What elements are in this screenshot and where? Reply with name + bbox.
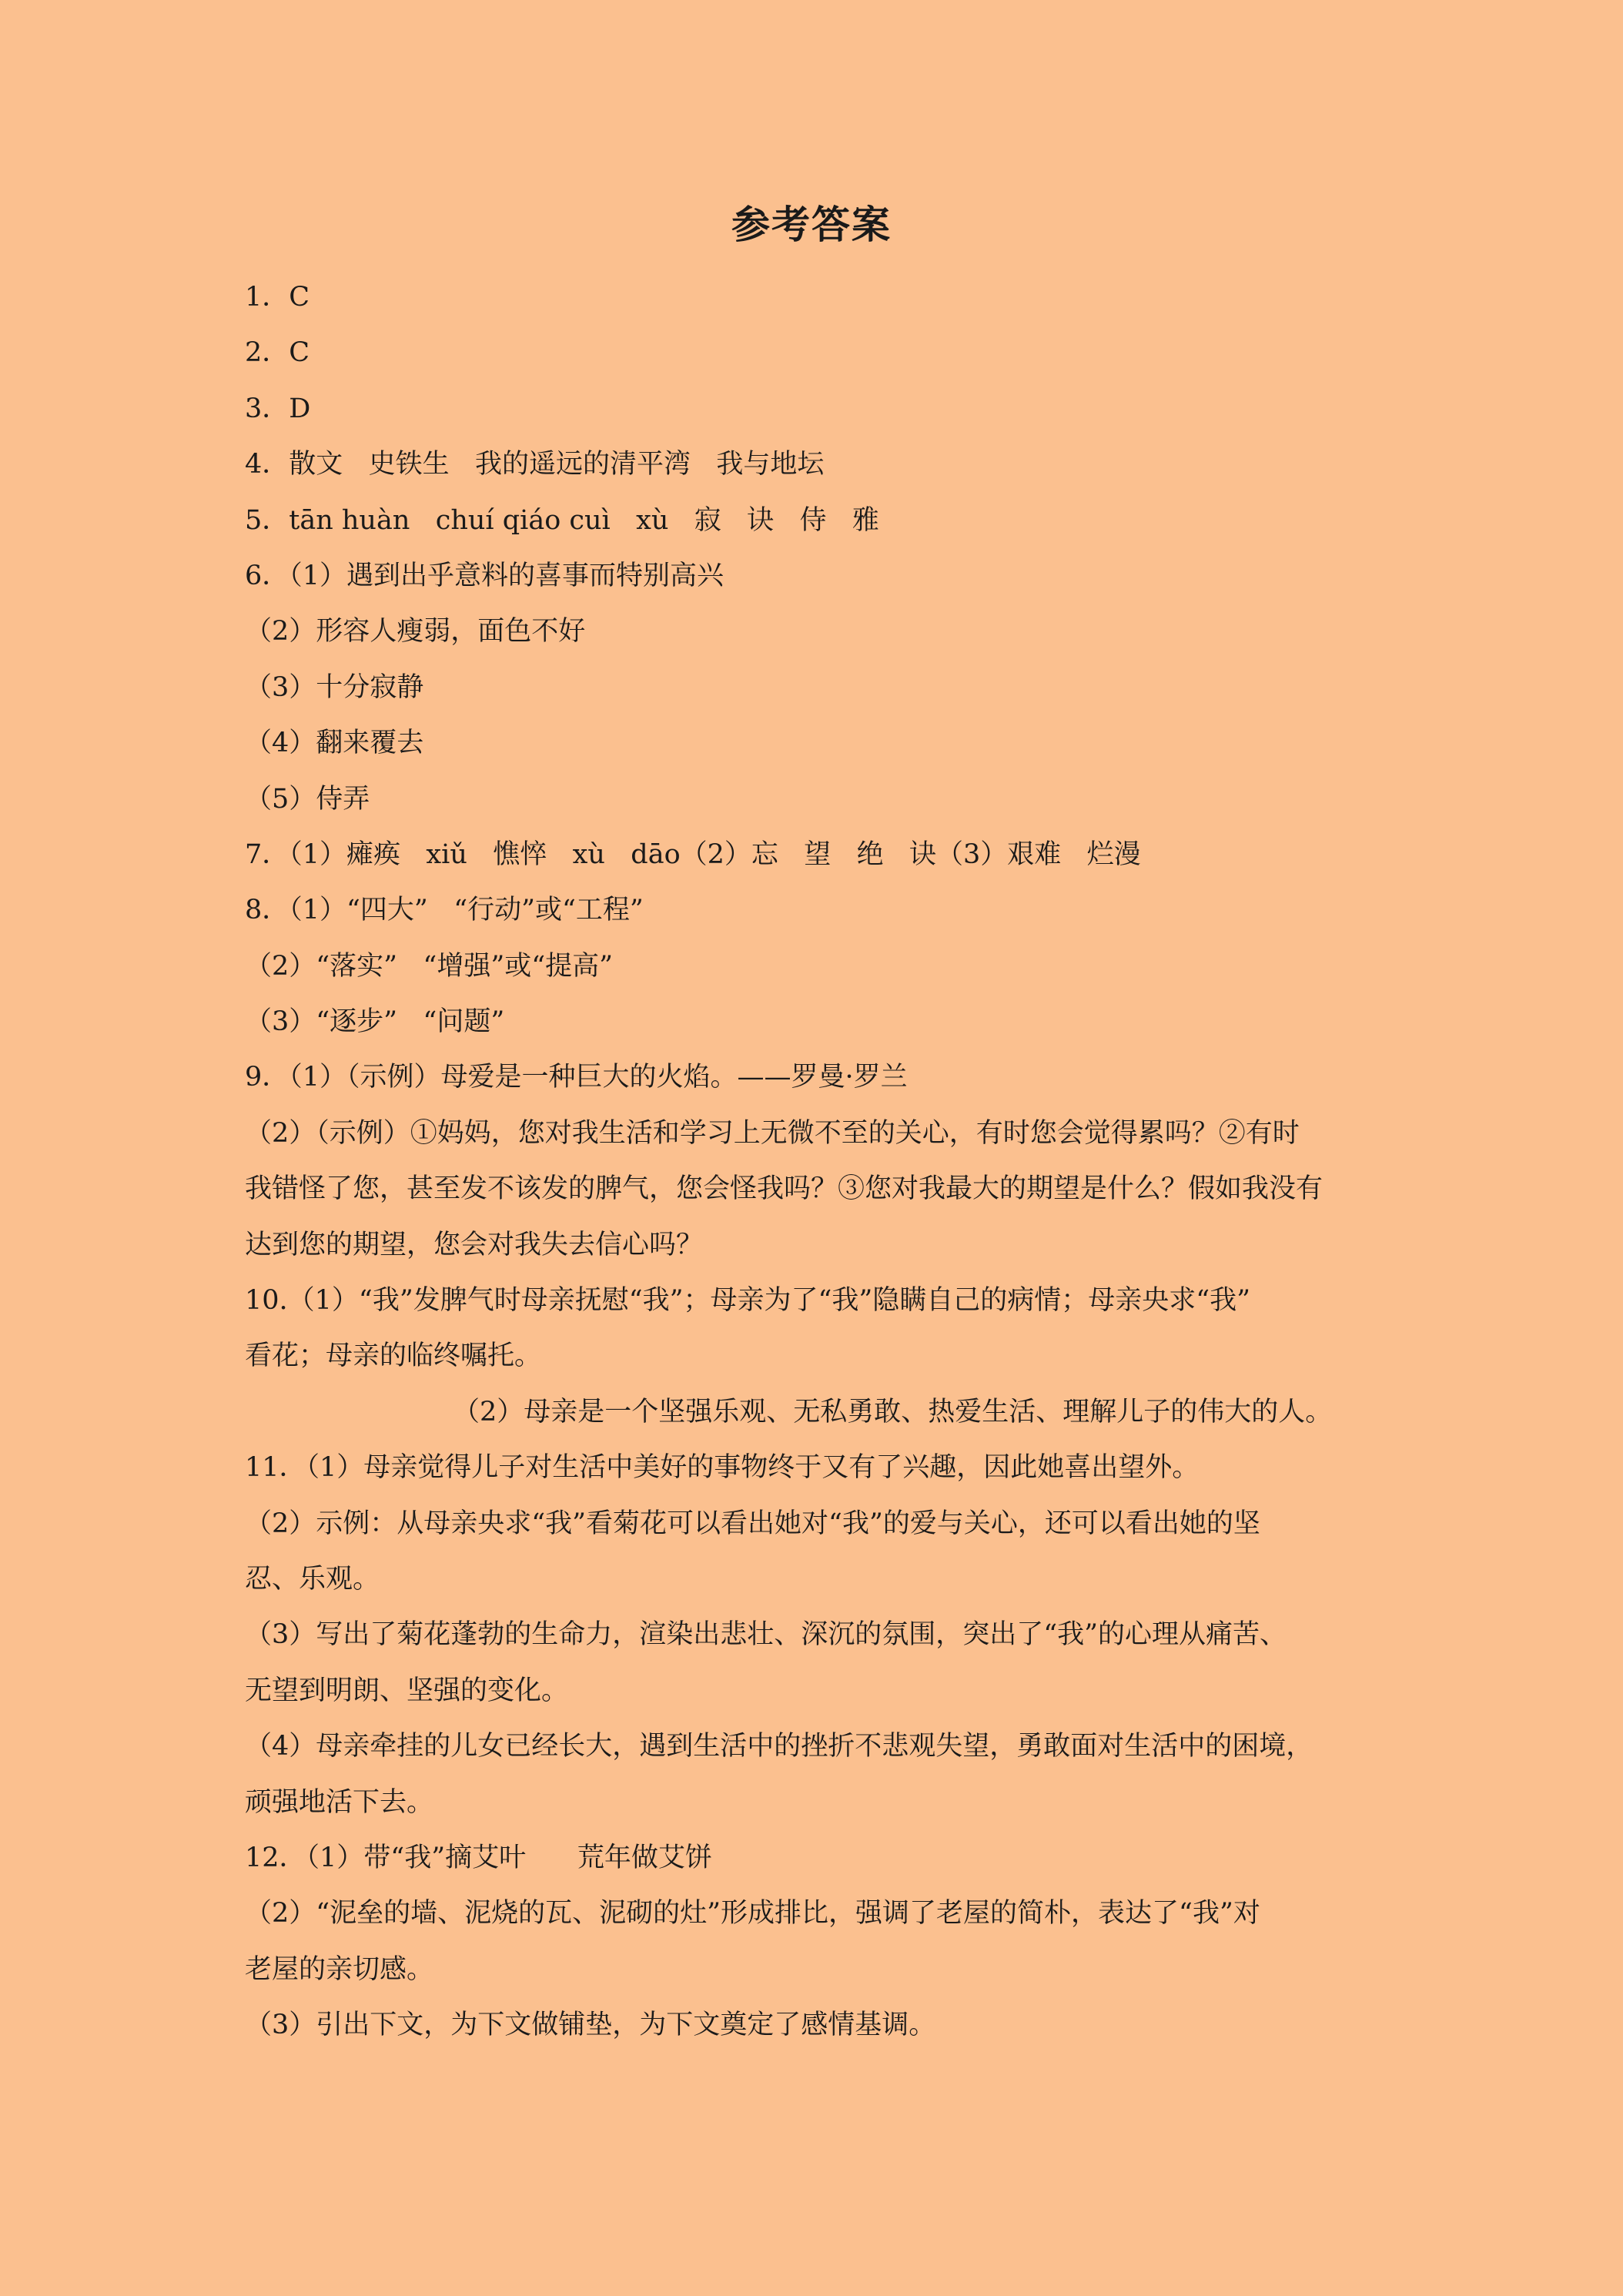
answer-line-11-2a: （2）示例：从母亲央求“我”看菊花可以看出她对“我”的爱与关心，还可以看出她的坚 [245, 1508, 1260, 1539]
answer-line-11-4a: （4）母亲牵挂的儿女已经长大，遇到生活中的挫折不悲观失望，勇敢面对生活中的困境， [245, 1731, 1313, 1762]
answer-line-6-3: （3）十分寂静 [245, 671, 424, 703]
answer-line-8-3: （3）“逐步” “问题” [245, 1006, 505, 1038]
page-title: 参考答案 [731, 202, 892, 247]
answer-line-6: 6．（1）遇到出乎意料的喜事而特别高兴 [245, 560, 724, 591]
answer-line-2: 2．C [245, 337, 310, 369]
answer-line-3: 3．D [245, 393, 311, 424]
answer-line-4: 4．散文 史铁生 我的遥远的清平湾 我与地坛 [245, 449, 825, 480]
answer-line-12-2a: （2）“泥垒的墙、泥烧的瓦、泥砌的灶”形成排比，强调了老屋的简朴，表达了“我”对 [245, 1898, 1260, 1930]
answer-line-11-4b: 顽强地活下去。 [245, 1786, 434, 1818]
answer-line-6-2: （2）形容人瘦弱，面色不好 [245, 616, 586, 648]
answer-line-9-2c: 达到您的期望，您会对我失去信心吗？ [245, 1229, 704, 1260]
answer-line-5: 5．tān huàn chuí qiáo cuì xù 寂 诀 侍 雅 [245, 504, 879, 536]
answer-line-11-3a: （3）写出了菊花蓬勃的生命力，渲染出悲壮、深沉的氛围，突出了“我”的心理从痛苦、 [245, 1619, 1287, 1651]
answer-line-7: 7．（1）瘫痪 xiǔ 憔悴 xù dāo（2）忘 望 绝 诀（3）艰难 烂漫 [245, 838, 1141, 870]
answer-line-8: 8．（1）“四大” “行动”或“工程” [245, 895, 644, 926]
answer-line-8-2: （2）“落实” “增强”或“提高” [245, 950, 614, 982]
answer-line-9: 9．（1）（示例）母爱是一种巨大的火焰。——罗曼·罗兰 [245, 1062, 908, 1093]
answer-line-12: 12．（1）带“我”摘艾叶 荒年做艾饼 [245, 1842, 712, 1873]
answer-line-9-2a: （2）（示例）①妈妈，您对我生活和学习上无微不至的关心，有时您会觉得累吗？②有时 [245, 1117, 1300, 1149]
answer-line-11-2b: 忍、乐观。 [245, 1563, 380, 1595]
answer-line-12-2b: 老屋的亲切感。 [245, 1953, 434, 1985]
answer-line-6-4: （4）翻来覆去 [245, 728, 424, 759]
answer-line-10a: 10.（1）“我”发脾气时母亲抚慰“我”；母亲为了“我”隐瞒自己的病情；母亲央求“我” [245, 1285, 1251, 1317]
answer-line-10-2: （2）母亲是一个坚强乐观、无私勇敢、热爱生活、理解儿子的伟大的人。 [453, 1396, 1333, 1427]
answer-line-6-5: （5）侍弄 [245, 783, 370, 815]
answer-line-11: 11．（1）母亲觉得儿子对生活中美好的事物终于又有了兴趣，因此她喜出望外。 [245, 1452, 1200, 1484]
answer-list [245, 269, 1384, 2053]
answer-line-1: 1．C [245, 282, 310, 313]
answer-line-9-2b: 我错怪了您，甚至发不该发的脾气，您会怪我吗？③您对我最大的期望是什么？假如我没有 [245, 1173, 1323, 1205]
answer-line-10b: 看花；母亲的临终嘱托。 [245, 1340, 542, 1372]
answer-line-12-3: （3）引出下文，为下文做铺垫，为下文奠定了感情基调。 [245, 2010, 936, 2041]
answer-line-11-3b: 无望到明朗、坚强的变化。 [245, 1675, 569, 1706]
